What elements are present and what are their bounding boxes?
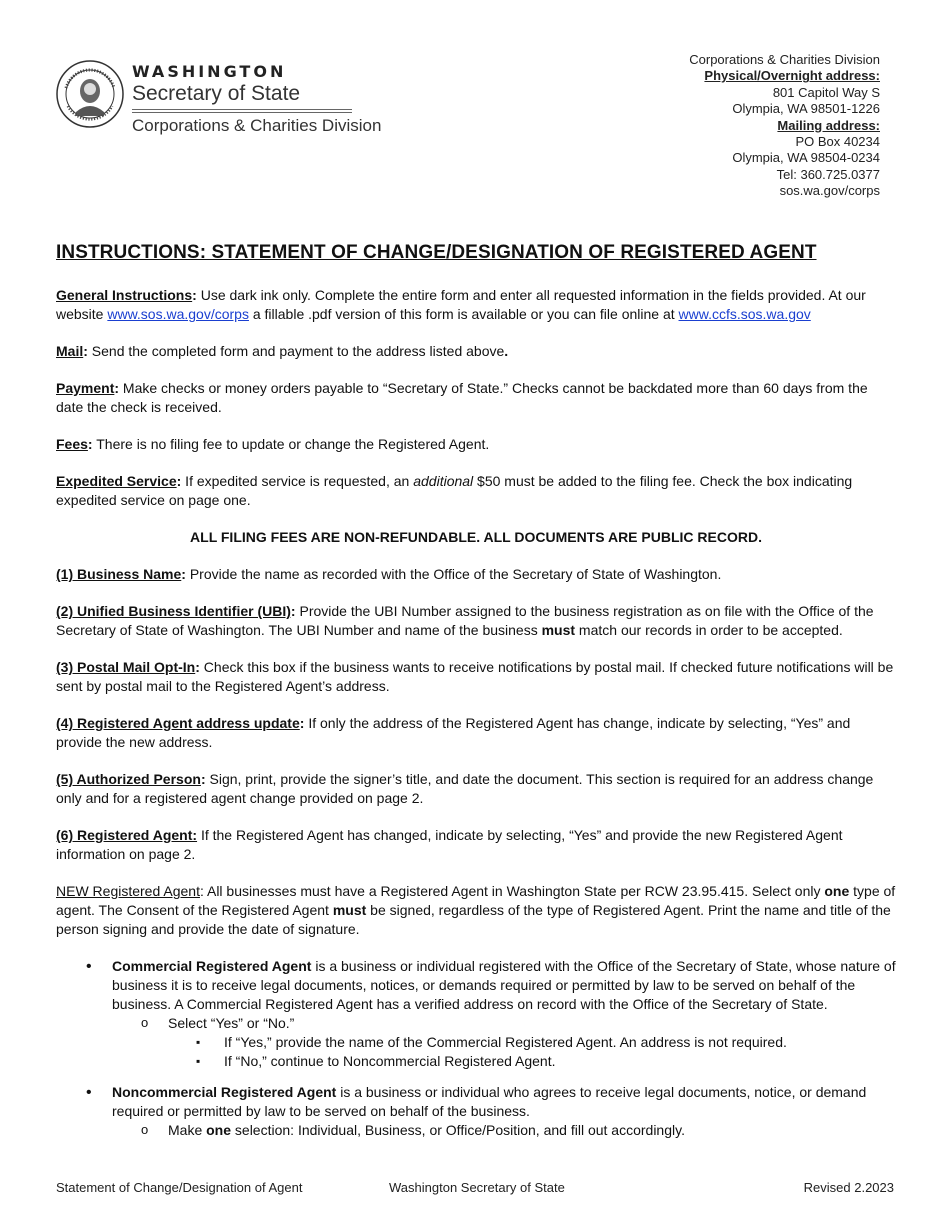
new-ra-text-2: type of agent. The Consent of the Registered Agent [56,883,896,918]
expedited-label: Expedited Service [56,473,177,489]
payment-text: Make checks or money orders payable to “Secretary of State.” Checks cannot be backdated more than 60 days from the date the check is received. [56,380,868,415]
commercial-select-item [112,1014,896,1071]
business-name-text: Provide the name as recorded with the Office of the Secretary of State of Washington. [185,566,722,582]
business-name-label: (1) Business Name [56,566,182,582]
noncommercial-sub-pre: Make [168,1122,207,1138]
mail-label: Mail [56,343,84,359]
new-ra-bold-1: one [824,883,850,899]
physical-address-line1: 801 Capitol Way S [772,84,880,100]
authorized-text: Sign, print, provide the signer’s title, and date the document. This section is required for an address change only and for a registered agent change provided on page 2. [56,771,874,806]
commercial-term: Commercial Registered Agent [112,958,312,974]
general-text-1: Use dark ink only. Complete the entire form and enter all requested information in the fields provided. At our website [56,287,866,322]
general-instructions: General Instructions: Use dark ink only. Complete the entire form and enter all requested information in the fields provided. At our website www.sos.wa.gov/corps a fillable .pdf version of this form is available or you can file online at www.ccfs.sos.wa.gov [56,287,866,322]
postal-optin-instructions: (3) Postal Mail Opt-In: Check this box if the business wants to receive notifications by postal mail. If checked future notifications will be sent by postal mail to the Registered Agent’s address. [56,659,894,694]
registered-agent-instructions [56,826,896,864]
expedited-emphasis: additional [413,473,474,489]
ra-label: (6) Registered Agent: [56,827,198,843]
instructions-body [56,286,896,1152]
noncommercial-agent-item [56,1083,896,1140]
footer-office: Washington Secretary of State [389,1180,565,1195]
new-ra-text-3: be signed, regardless of the type of Registered Agent. Print the name and title of the person signing and provide the date of signature. [56,902,891,937]
logo-rule [132,109,352,113]
sos-logo [56,60,396,140]
mailing-address-line2: Olympia, WA 98504-0234 [732,150,880,166]
noncommercial-select-item [112,1121,896,1140]
commercial-text: is a business or individual registered with the Office of the Secretary of State, whose nature of business it is to receive legal documents, notices, or demands required or permitted by law to be served on behalf of the business. A Commercial Registered Agent has a verified address on record with the Office of the Secretary of State. [112,958,896,1012]
noncommercial-sub-bold: one [206,1122,232,1138]
payment-instructions: Payment: Make checks or money orders payable to “Secretary of State.” Checks cannot be backdated more than 60 days from the date the check is received. [56,380,868,415]
address-division: Corporations & Charities Division [689,52,880,67]
postal-text: Check this box if the business wants to receive notifications by postal mail. If checked future notifications will be sent by postal mail to the Registered Agent’s address. [56,659,894,694]
general-label: General Instructions [56,287,193,303]
telephone: Tel: 360.725.0377 [776,166,880,182]
footer-revision: Revised 2.2023 [803,1180,894,1195]
mailing-address-line1: PO Box 40234 [795,134,880,150]
mail-instructions: Mail: Send the completed form and payment to the address listed above. [56,343,509,359]
authorized-person-instructions: (5) Authorized Person: Sign, print, provide the signer’s title, and date the document. This section is required for an address change only and for a registered agent change provided on page 2. [56,771,874,806]
ubi-text-1: Provide the UBI Number assigned to the business registration as on file with the Office of the Secretary of State of Washington. The UBI Number and name of the business [56,603,874,638]
expedited-text-2: $50 must be added to the filing fee. Check the box indicating expedited service on page one. [56,473,853,508]
page-title: INSTRUCTIONS: STATEMENT OF CHANGE/DESIGNATION OF REGISTERED AGENT [56,242,817,263]
logo-division: Corporations & Charities Division [132,116,382,135]
expedited-instructions: Expedited Service: If expedited service is requested, an additional $50 must be added to the filing fee. Check the box indicating expedited service on page one. [56,473,853,508]
payment-label: Payment [56,380,115,396]
ubi-text-2: match our records in order to be accepted. [575,622,843,638]
general-text-2: a fillable .pdf version of this form is available or you can file online at [248,306,679,322]
commercial-sublist [112,1014,896,1071]
mail-text: Send the completed form and payment to the address listed above [87,343,505,359]
commercial-select-text: Select “Yes” or “No.” [168,1015,295,1031]
expedited-text-1: If expedited service is requested, an [181,473,414,489]
noncommercial-sub-post: selection: Individual, Business, or Office/Position, and fill out accordingly. [231,1122,685,1138]
logo-state: WASHINGTON [132,62,287,81]
new-ra-text-1: : All businesses must have a Registered Agent in Washington State per RCW 23.95.415. Select only [199,883,825,899]
ubi-bold: must [541,622,576,638]
fees-label: Fees [56,436,88,452]
authorized-label: (5) Authorized Person [56,771,201,787]
logo-office: Secretary of State [132,82,301,105]
business-name-instructions: (1) Business Name: Provide the name as recorded with the Office of the Secretary of State of Washington. [56,566,722,582]
ubi-label: (2) Unified Business Identifier (UBI) [56,603,291,619]
sos-website-link[interactable]: www.sos.wa.gov/corps [107,306,249,322]
address-block [689,52,880,200]
footer-form-name: Statement of Change/Designation of Agent [56,1180,303,1195]
new-ra-label: NEW Registered Agent [56,883,200,899]
new-ra-instructions [56,882,896,939]
ccfs-website-link[interactable]: www.ccfs.sos.wa.gov [678,306,811,322]
commercial-no-item: ▪ If “No,” continue to Noncommercial Registered Agent. [168,1052,896,1071]
commercial-agent-item [56,957,896,1071]
noncommercial-term: Noncommercial Registered Agent [112,1084,337,1100]
ra-address-text: If only the address of the Registered Agent has change, indicate by selecting, “Yes” and provide the new address. [56,715,851,750]
postal-label: (3) Postal Mail Opt-In [56,659,196,675]
ra-address-label: (4) Registered Agent address update [56,715,300,731]
agent-type-list [56,957,896,1140]
ra-text: If the Registered Agent has changed, indicate by selecting, “Yes” and provide the new Registered Agent information on page 2. [56,827,843,862]
state-seal-icon [56,60,124,128]
physical-address-line2: Olympia, WA 98501-1226 [732,101,880,117]
fees-instructions: Fees: There is no filing fee to update or change the Registered Agent. [56,436,490,452]
commercial-yes-item: ▪ If “Yes,” provide the name of the Commercial Registered Agent. An address is not required. [168,1033,896,1052]
fees-text: There is no filing fee to update or change the Registered Agent. [92,436,490,452]
mailing-address-heading: Mailing address: [777,117,880,133]
website: sos.wa.gov/corps [779,183,880,199]
physical-address-heading: Physical/Overnight address: [704,68,880,84]
new-ra-bold-2: must [332,902,367,918]
noncommercial-sublist [112,1121,896,1140]
logo-wordmark [132,62,381,136]
ubi-instructions: (2) Unified Business Identifier (UBI): Provide the UBI Number assigned to the business registration as on file with the Office of the Secretary of State of Washington. The UBI Number and name of the business must match our records in order to be accepted. [56,603,874,638]
noncommercial-text: is a business or individual who agrees to receive legal documents, notice, or demand required or permitted by law to be served on behalf of the business. [112,1084,867,1119]
ra-address-instructions: (4) Registered Agent address update: If only the address of the Registered Agent has change, indicate by selecting, “Yes” and provide the new address. [56,715,851,750]
public-record-notice: ALL FILING FEES ARE NON-REFUNDABLE. ALL DOCUMENTS ARE PUBLIC RECORD. [190,529,762,545]
commercial-options-list [168,1033,896,1071]
